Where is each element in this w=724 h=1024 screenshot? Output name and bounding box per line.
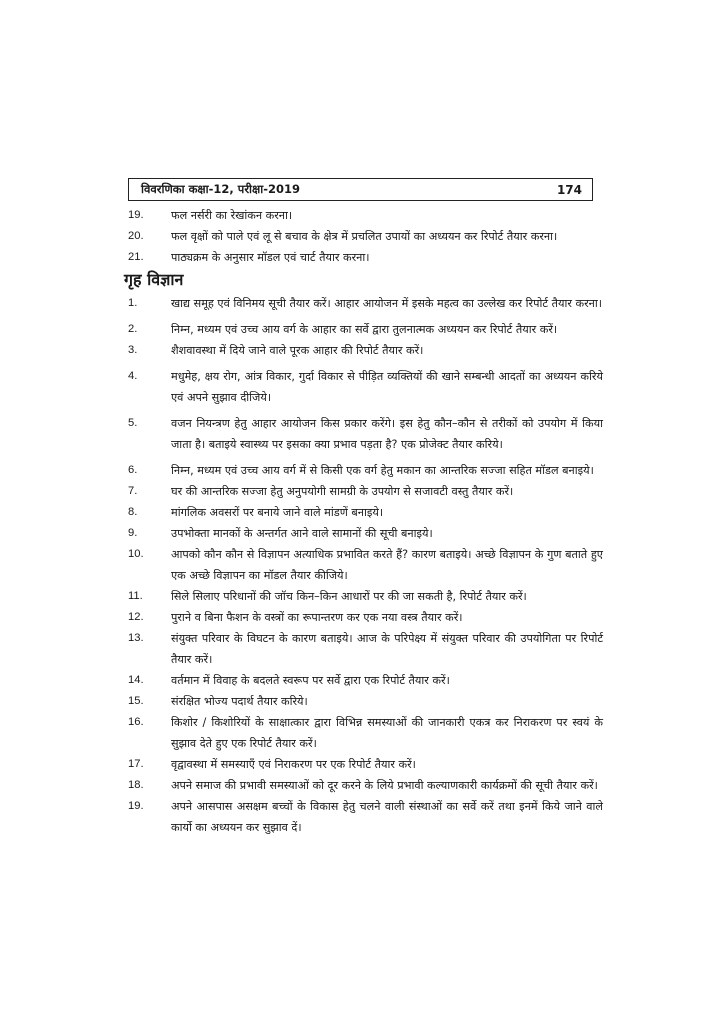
item-number: 13. xyxy=(128,632,144,644)
list-item xyxy=(128,691,603,712)
item-number: 15. xyxy=(128,695,144,707)
list-item xyxy=(128,628,603,670)
item-text: सिले सिलाए परिधानों की जॉच किन–किन आधारों पर की जा सकती है, रिपोर्ट तैयार करें। xyxy=(171,590,527,603)
item-text: वृद्वावस्था में समस्याएँ एवं निराकरण पर एक रिपोर्ट तैयार करें। xyxy=(171,758,416,771)
list-item xyxy=(128,670,603,691)
item-text: पाठ्यक्रम के अनुसार मॉडल एवं चार्ट तैयार करना। xyxy=(171,251,370,264)
list-item xyxy=(128,340,603,361)
item-number: 3. xyxy=(128,344,138,356)
item-text: अपने आसपास असक्षम बच्चों के विकास हेतु चलने वाली संस्थाओं का सर्वे करें तथा इनमें किये जाने वाले कार्यो का अध्ययन कर सुझाव दें। xyxy=(171,800,603,834)
item-number: 18. xyxy=(128,779,144,791)
item-number: 12. xyxy=(128,611,144,623)
list-item xyxy=(128,607,603,628)
section-heading: गृह विज्ञान xyxy=(124,270,184,289)
list-item xyxy=(128,205,603,226)
item-text: घर की आन्तरिक सज्जा हेतु अनुपयोगी सामग्री के उपयोग से सजावटी वस्तु तैयार करें। xyxy=(171,485,514,498)
item-number: 2. xyxy=(128,323,138,335)
list-item xyxy=(128,586,603,607)
list-item xyxy=(128,502,603,523)
page-content xyxy=(124,205,603,838)
item-text: निम्न, मध्यम एवं उच्च आय वर्ग के आहार का सर्वे द्वारा तुलनात्मक अध्ययन कर रिपोर्ट तैयार करें। xyxy=(171,323,558,336)
item-text: वजन नियन्त्रण हेतु आहार आयोजन किस प्रकार करेंगे। इस हेतु कौन–कौन से तरीकों को उपयोग में किया जाता है। बताइये स्वास्थ्य पर इसका क्या प्रभाव पड़ता है? एक प्रोजेक्ट तैयार करिये। xyxy=(171,417,603,451)
list-item xyxy=(128,712,603,754)
item-text: फल नर्सरी का रेखांकन करना। xyxy=(171,209,293,222)
item-text: निम्न, मध्यम एवं उच्च आय वर्ग में से किसी एक वर्ग हेतु मकान का आन्तरिक सज्जा सहित मॉडल बनाइये। xyxy=(171,464,594,477)
item-text: संरक्षित भोज्य पदार्थ तैयार करिये। xyxy=(171,695,308,708)
list-item xyxy=(128,796,603,838)
item-number: 17. xyxy=(128,758,144,770)
item-number: 21. xyxy=(128,251,144,263)
item-number: 4. xyxy=(128,370,138,382)
item-number: 10. xyxy=(128,548,144,560)
item-number: 1. xyxy=(128,297,138,309)
item-number: 19. xyxy=(128,209,144,221)
header-title: विवरणिका कक्षा-12, परीक्षा-2019 xyxy=(141,182,300,196)
item-number: 5. xyxy=(128,417,138,429)
page-number: 174 xyxy=(556,182,582,197)
item-number: 16. xyxy=(128,716,144,728)
list-item xyxy=(128,226,603,247)
list-item xyxy=(128,775,603,796)
item-text: फल वृक्षों को पाले एवं लू से बचाव के क्षेत्र में प्रचलित उपायों का अध्ययन कर रिपोर्ट तैयार करना। xyxy=(171,230,558,243)
item-text: पुराने व बिना फैशन के वस्त्रों का रूपान्तरण कर एक नया वस्त्र तैयार करें। xyxy=(171,611,463,624)
list-item xyxy=(128,481,603,502)
item-text: वर्तमान में विवाह के बदलते स्वरूप पर सर्वे द्वारा एक रिपोर्ट तैयार करें। xyxy=(171,674,450,687)
item-number: 6. xyxy=(128,464,138,476)
item-number: 14. xyxy=(128,674,144,686)
item-text: खाद्य समूह एवं विनिमय सूची तैयार करें। आहार आयोजन में इसके महत्व का उल्लेख कर रिपोर्ट तैयार करना। xyxy=(171,297,602,310)
list-item xyxy=(128,544,603,586)
list-item xyxy=(128,754,603,775)
item-text: मधुमेह, क्षय रोग, आंत्र विकार, गुर्दा विकार से पीड़ित व्यक्तियों की खाने सम्बन्धी आदतों का अध्ययन करिये एवं अपने सुझाव दीजिये। xyxy=(171,370,603,404)
item-text: शैशवावस्था में दिये जाने वाले पूरक आहार की रिपोर्ट तैयार करें। xyxy=(171,344,424,357)
item-number: 9. xyxy=(128,527,138,539)
item-text: आपको कौन कौन से विज्ञापन अत्याधिक प्रभावित करते हैं? कारण बताइये। अच्छे विज्ञापन के गुण बताते हुए एक अच्छे विज्ञापन का मॉडल तैयार कीजिये। xyxy=(171,548,603,582)
list-item xyxy=(128,319,603,340)
list-item xyxy=(128,366,603,408)
item-text: उपभोक्ता मानकों के अन्तर्गत आने वाले सामानों की सूची बनाइये। xyxy=(171,527,433,540)
item-text: अपने समाज की प्रभावी समस्याओं को दूर करने के लिये प्रभावी कल्याणकारी कार्यक्रमों की सूची तैयार करें। xyxy=(171,779,598,792)
list-item xyxy=(128,247,603,268)
item-number: 7. xyxy=(128,485,138,497)
item-text: मांगलिक अवसरों पर बनाये जाने वाले मांडणें बनाइये। xyxy=(171,506,384,519)
item-text: किशोर / किशोरियों के साक्षात्कार द्वारा विभिन्न समस्याओं की जानकारी एकत्र कर निराकरण पर स्वयं के सुझाव देते हुए एक रिपोर्ट तैयार करें। xyxy=(171,716,603,750)
list-item xyxy=(128,460,603,481)
item-text: संयुक्त परिवार के विघटन के कारण बताइये। आज के परिपेक्ष्य में संयुक्त परिवार की उपयोगिता पर रिपोर्ट तैयार करें। xyxy=(171,632,603,666)
item-number: 19. xyxy=(128,800,144,812)
item-number: 20. xyxy=(128,230,144,242)
list-item xyxy=(128,413,603,455)
list-item xyxy=(128,523,603,544)
item-number: 11. xyxy=(128,590,143,602)
page-header xyxy=(128,178,593,201)
item-number: 8. xyxy=(128,506,138,518)
list-item xyxy=(128,293,603,314)
